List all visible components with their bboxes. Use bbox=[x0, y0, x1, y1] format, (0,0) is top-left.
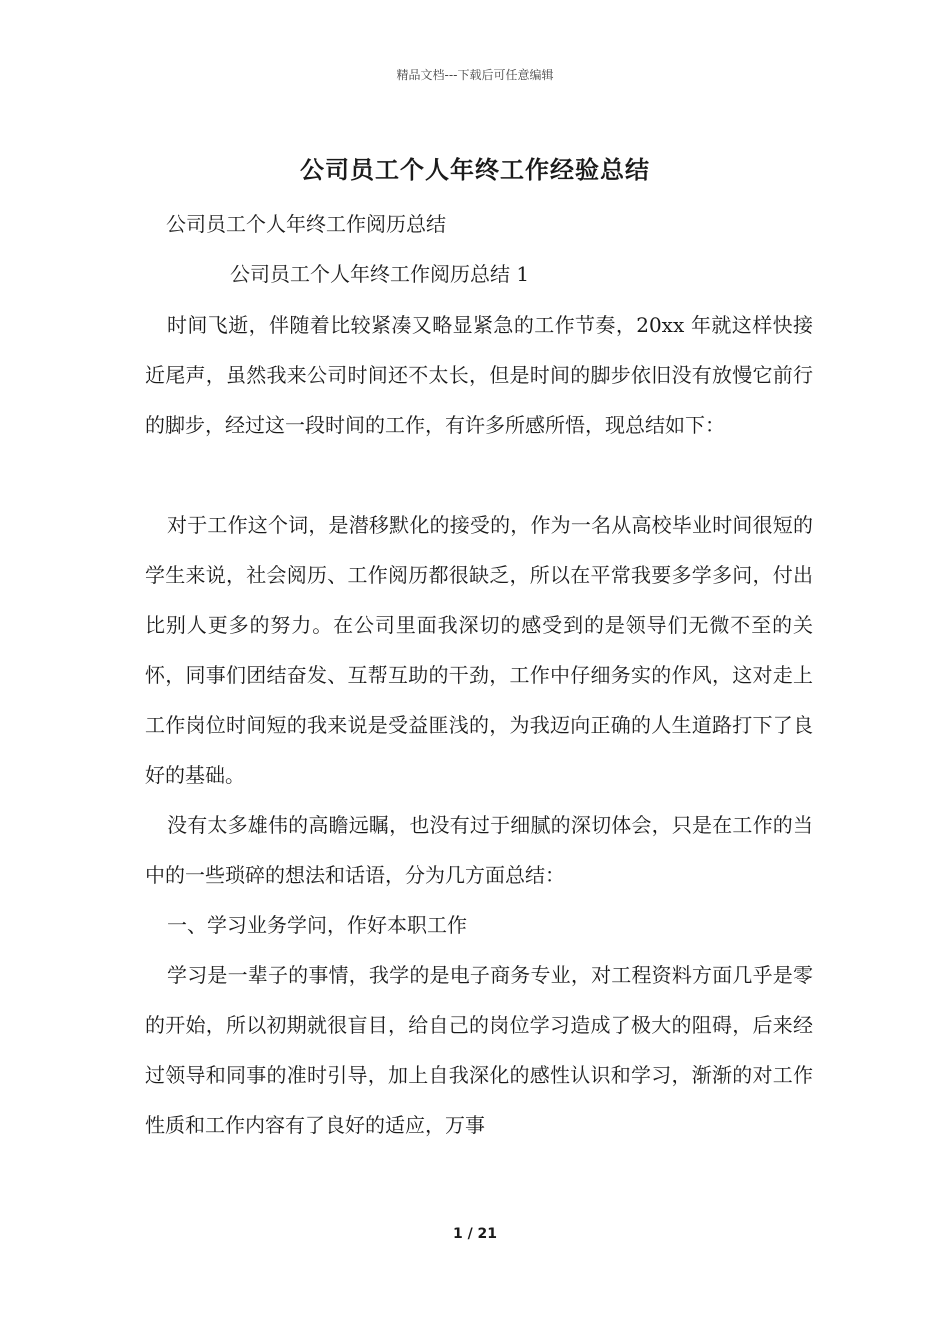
paragraph-3: 没有太多雄伟的高瞻远瞩，也没有过于细腻的深切体会，只是在工作的当中的一些琐碎的想法和话语，分为几方面总结： bbox=[145, 813, 813, 887]
document-body bbox=[145, 300, 813, 1150]
paragraph-4: 学习是一辈子的事情，我学的是电子商务专业，对工程资料方面几乎是零的开始，所以初期就很盲目，给自己的岗位学习造成了极大的阻碍，后来经过领导和同事的准时引导，加上自我深化的感性认识和学习，渐渐的对工作性质和工作内容有了良好的适应，万事 bbox=[145, 963, 813, 1137]
subtitle: 公司员工个人年终工作阅历总结 bbox=[166, 212, 446, 236]
paragraph-heading-1: 一、学习业务学问，作好本职工作 bbox=[167, 913, 467, 937]
page-number: 1 / 21 bbox=[452, 1226, 498, 1242]
paragraph-2: 对于工作这个词，是潜移默化的接受的，作为一名从高校毕业时间很短的学生来说，社会阅历、工作阅历都很缺乏，所以在平常我要多学多问，付出比别人更多的努力。在公司里面我深切的感受到的是领导们无微不至的关怀，同事们团结奋发、互帮互助的干劲，工作中仔细务实的作风，这对走上工作岗位时间短的我来说是受益匪浅的，为我迈向正确的人生道路打下了良好的基础。 bbox=[145, 513, 813, 787]
page-title: 公司员工个人年终工作经验总结 bbox=[300, 155, 650, 184]
section-title: 公司员工个人年终工作阅历总结 1 bbox=[230, 262, 530, 286]
paragraph-gap bbox=[145, 450, 813, 500]
paragraph-1: 时间飞逝，伴随着比较紧凑又略显紧急的工作节奏，20xx 年就这样快接近尾声，虽然我来公司时间还不太长，但是时间的脚步依旧没有放慢它前行的脚步，经过这一段时间的工作，有许多所感所悟，现总结如下： bbox=[145, 313, 813, 437]
header-note: 精品文档---下载后可任意编辑 bbox=[396, 68, 554, 82]
